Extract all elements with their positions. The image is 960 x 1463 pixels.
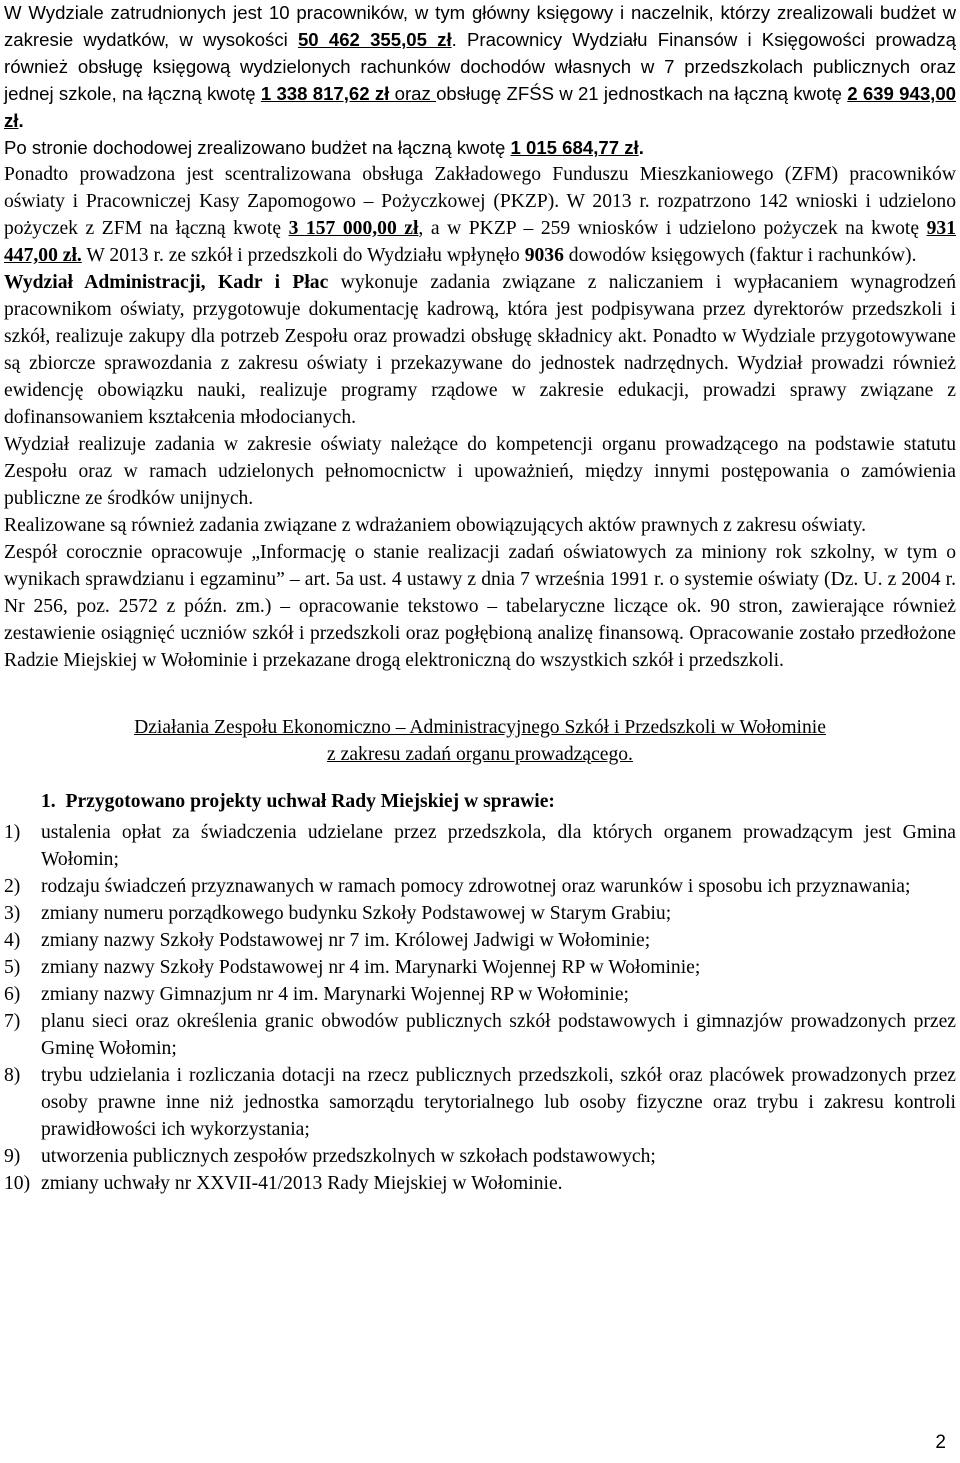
paragraph-competences: Wydział realizuje zadania w zakresie oświaty należące do kompetencji organu prowadzącego na podstawie statutu Zespołu oraz w ramach udzielonych pełnomocnictw i upoważnień, między innymi postępowania o zamówienia publiczne ze środków unijnych. <box>4 434 956 509</box>
paragraph-zfm-pkzp <box>4 161 956 269</box>
amount-own-income: 1 338 817,62 zł <box>260 83 395 104</box>
dept-name: Wydział Administracji, Kadr i Płac <box>4 272 329 293</box>
text-run: W 2013 r. ze szkół i przedszkoli do Wydziału wpłynęło <box>81 245 525 266</box>
page-number: 2 <box>935 1432 946 1453</box>
list-item <box>4 1170 956 1197</box>
list-item-number: 5) <box>4 957 21 978</box>
list-item-text: ustalenia opłat za świadczenia udzielane przez przedszkola, dla których organem prowadzącym jest Gmina Wołomin; <box>41 822 956 870</box>
section-heading <box>4 714 956 768</box>
list-item-text: rodzaju świadczeń przyznawanych w ramach pomocy zdrowotnej oraz warunków i sposobu ich przyznawania; <box>41 876 911 897</box>
list-item-number: 1) <box>4 822 21 843</box>
list-item <box>4 900 956 927</box>
list-item <box>4 819 956 873</box>
document-page <box>4 0 956 1197</box>
list-item-text: trybu udzielania i rozliczania dotacji na rzecz publicznych przedszkoli, szkół oraz placówek prowadzonych przez osoby prawne inne niż jednostka samorządu terytorialnego lub osoby fizyczne oraz trybu i zakresu kontroli prawidłowości ich wykorzystania; <box>41 1065 956 1140</box>
list-item <box>4 954 956 981</box>
list-item-number: 2) <box>4 876 21 897</box>
text-run: W Wydziale zatrudnionych jest 10 pracowników, w tym główny księgowy i naczelnik, którzy zrealizowali budżet w zakresie wydatków, w wysokości <box>4 2 956 50</box>
list-item-text: zmiany nazwy Szkoły Podstawowej nr 4 im. Marynarki Wojennej RP w Wołominie; <box>41 957 701 978</box>
list-item-number: 8) <box>4 1065 21 1086</box>
text-run: , a w PKZP – 259 wniosków i udzielono pożyczek na kwotę <box>418 218 927 239</box>
list-item <box>4 1143 956 1170</box>
section-title-text: Przygotowano projekty uchwał Rady Miejskiej w sprawie: <box>65 791 555 812</box>
text-run: oraz <box>394 83 437 104</box>
text-run: . Pracownicy Wydziału Finansów i Księgowości prowadzą również obsługę księgową wydzielonych rachunków dochodów własnych w 7 przedszkolach publicznych oraz jednej szkole, na łączną kwotę <box>4 29 956 104</box>
list-item-text: zmiany nazwy Szkoły Podstawowej nr 7 im. Królowej Jadwigi w Wołominie; <box>41 930 651 951</box>
list-item <box>4 981 956 1008</box>
list-item-number: 6) <box>4 984 21 1005</box>
list-item-text: utworzenia publicznych zespołów przedszkolnych w szkołach podstawowych; <box>41 1146 656 1167</box>
list-item-text: zmiany nazwy Gimnazjum nr 4 im. Marynarki Wojennej RP w Wołominie; <box>41 984 630 1005</box>
resolutions-title <box>41 788 956 815</box>
text-run: Ponadto prowadzona jest scentralizowana obsługa Zakładowego Funduszu Mieszkaniowego (ZFM) pracowników oświaty i Pracowniczej Kasy Zapomogowo – Pożyczkowej (PKZP). W 2013 r. rozpatrzono 142 wnioski i udzielono pożyczek z ZFM na łączną kwotę <box>4 164 956 239</box>
list-item <box>4 873 956 900</box>
list-item-number: 10) <box>4 1173 31 1194</box>
section-number: 1. <box>41 791 56 812</box>
list-item-text: planu sieci oraz określenia granic obwodów publicznych szkół podstawowych i gimnazjów prowadzonych przez Gminę Wołomin; <box>41 1011 956 1059</box>
text-run: Po stronie dochodowej zrealizowano budżet na łączną kwotę <box>4 137 511 158</box>
paragraph-income <box>4 134 956 161</box>
text-run: obsługę ZFŚS w 21 jednostkach na łączną kwotę <box>436 83 848 104</box>
text-run: wykonuje zadania związane z naliczaniem i wypłacaniem wynagrodzeń pracownikom oświaty, przygotowuje dokumentację kadrową, która jest podpisywana przez dyrektorów przedszkoli i szkół, realizuje zakupy dla potrzeb Zespołu oraz prowadzi obsługę składnicy akt. Ponadto w Wydziale przygotowywane są zbiorcze sprawozdania z zakresu oświaty i przekazywane do jednostek nadrzędnych. Wydział prowadzi również ewidencję obowiązku nauki, realizuje programy rządowe w zakresie edukacji, prowadzi sprawy związane z dofinansowaniem kształcenia młodocianych. <box>4 272 956 428</box>
amount-pkzp: 931 447,00 zł. <box>4 218 956 266</box>
text-run: . <box>18 110 24 131</box>
heading-line: Działania Zespołu Ekonomiczno – Administracyjnego Szkół i Przedszkoli w Wołominie <box>134 717 826 738</box>
amount-expenses: 50 462 355,05 zł <box>297 29 452 50</box>
paragraph-finance-staff <box>4 0 956 134</box>
list-item-number: 7) <box>4 1011 21 1032</box>
text-run: dowodów księgowych (faktur i rachunków). <box>563 245 917 266</box>
list-item <box>4 1062 956 1143</box>
list-item-text: zmiany uchwały nr XXVII-41/2013 Rady Miejskiej w Wołominie. <box>41 1173 563 1194</box>
list-item <box>4 927 956 954</box>
paragraph-admin-dept <box>4 269 956 431</box>
count-documents: 9036 <box>524 245 564 266</box>
amount-zfm: 3 157 000,00 zł <box>288 218 419 239</box>
list-item-number: 4) <box>4 930 21 951</box>
amount-zfss: 2 639 943,00 zł <box>4 83 957 131</box>
text-run: . <box>638 137 644 158</box>
amount-income: 1 015 684,77 zł <box>510 137 639 158</box>
list-item <box>4 1008 956 1062</box>
list-item-text: zmiany numeru porządkowego budynku Szkoły Podstawowej w Starym Grabiu; <box>41 903 672 924</box>
list-item-number: 9) <box>4 1146 21 1167</box>
list-item-number: 3) <box>4 903 21 924</box>
resolutions-list <box>4 819 956 1197</box>
heading-line: z zakresu zadań organu prowadzącego. <box>327 744 633 765</box>
paragraph-annual-report: Zespół corocznie opracowuje „Informację o stanie realizacji zadań oświatowych za miniony rok szkolny, w tym o wynikach sprawdzianu i egzaminu” – art. 5a ust. 4 ustawy z dnia 7 września 1991 r. o systemie oświaty (Dz. U. z 2004 r. Nr 256, poz. 2572 z późn. zm.) – opracowanie tekstowo – tabelaryczne liczące ok. 90 stron, zawierające również zestawienie osiągnięć uczniów szkół i przedszkoli oraz pogłębioną analizę finansową. Opracowanie zostało przedłożone Radzie Miejskiej w Wołominie i przekazane drogą elektroniczną do wszystkich szkół i przedszkoli. <box>4 542 956 671</box>
paragraph-legal-acts: Realizowane są również zadania związane z wdrażaniem obowiązujących aktów prawnych z zakresu oświaty. <box>4 515 867 536</box>
